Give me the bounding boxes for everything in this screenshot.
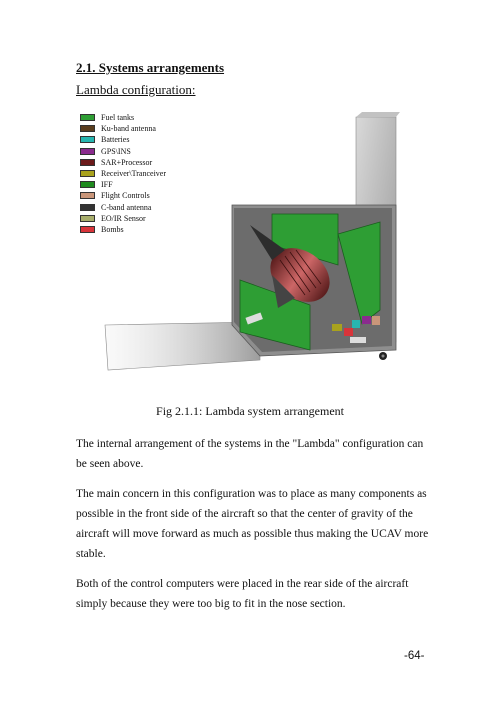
legend-item bbox=[80, 146, 166, 157]
legend-label: Receiver\Tranceiver bbox=[101, 169, 167, 179]
legend-label: Bombs bbox=[101, 224, 124, 234]
legend-swatch bbox=[80, 114, 95, 121]
legend-label: Flight Controls bbox=[101, 191, 150, 201]
legend-swatch bbox=[80, 181, 95, 188]
legend-swatch bbox=[80, 136, 95, 143]
legend-item bbox=[80, 157, 166, 168]
legend-item bbox=[80, 112, 166, 123]
legend-swatch bbox=[80, 159, 95, 166]
legend-item bbox=[80, 134, 166, 145]
legend-swatch bbox=[80, 125, 95, 132]
legend-label: Ku-band antenna bbox=[101, 124, 156, 134]
legend-swatch bbox=[80, 170, 95, 177]
legend-label: C-band antenna bbox=[101, 202, 152, 212]
paragraph-control-computers: Both of the control computers were placed in the rear side of the aircraft simply because they were too big to fit in the nose section. bbox=[76, 578, 409, 610]
legend-item bbox=[80, 202, 166, 213]
legend-swatch bbox=[80, 148, 95, 155]
legend-item bbox=[80, 123, 166, 134]
legend-label: Batteries bbox=[101, 135, 130, 145]
legend-swatch bbox=[80, 192, 95, 199]
page-number: -64- bbox=[404, 650, 425, 662]
legend-label: IFF bbox=[101, 180, 113, 190]
legend-label: GPS\INS bbox=[101, 146, 131, 156]
legend-swatch bbox=[80, 215, 95, 222]
paragraph-main-concern: The main concern in this configuration was to place as many components as possible in the front side of the aircraft so that the center of gravity of the aircraft will move forward as much as possible thus making the UCAV more stable. bbox=[76, 488, 429, 560]
legend-label: SAR+Processor bbox=[101, 157, 153, 167]
legend-label: EO/IR Sensor bbox=[101, 213, 146, 223]
legend-item bbox=[80, 213, 166, 224]
legend-item bbox=[80, 224, 166, 235]
legend-swatch bbox=[80, 204, 95, 211]
legend-swatch bbox=[80, 226, 95, 233]
component-legend bbox=[80, 112, 166, 235]
gps-ins-block bbox=[362, 316, 371, 324]
legend-item bbox=[80, 190, 166, 201]
receiver-block bbox=[332, 324, 342, 331]
paragraph-intro: The internal arrangement of the systems in the "Lambda" configuration can be seen above. bbox=[76, 438, 424, 470]
batteries-block bbox=[352, 320, 360, 328]
figure-subheading: Lambda configuration: bbox=[76, 82, 196, 97]
legend-item bbox=[80, 179, 166, 190]
flight-controls-block bbox=[372, 316, 380, 325]
figure-caption: Fig 2.1.1: Lambda system arrangement bbox=[156, 404, 344, 418]
legend-item bbox=[80, 168, 166, 179]
bomb-block bbox=[344, 328, 353, 336]
legend-label: Fuel tanks bbox=[101, 113, 135, 123]
section-title: 2.1. Systems arrangements bbox=[76, 60, 225, 75]
